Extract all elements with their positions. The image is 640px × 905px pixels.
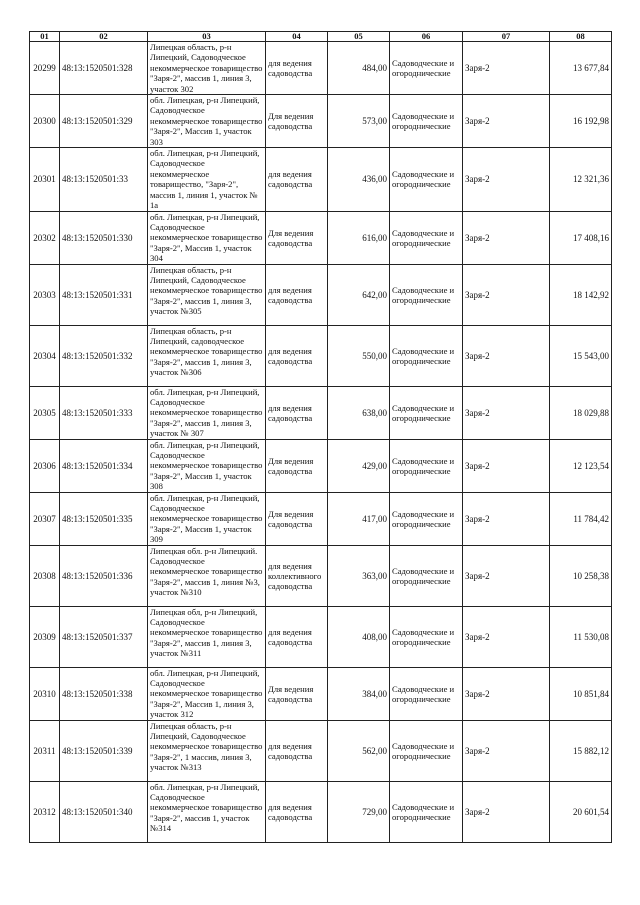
column-header: 02 [60,32,148,42]
partnership-name-cell: Заря-2 [463,492,550,545]
land-use-cell: Для ведения садоводства [266,211,328,264]
record-number: 20306 [30,439,60,492]
category-cell: Садоводческие и огороднические [390,606,463,667]
area-cell: 573,00 [328,95,390,148]
record-number: 20304 [30,325,60,386]
table-row [30,492,612,545]
cadastral-number: 48:13:1520501:330 [60,211,148,264]
partnership-name-cell: Заря-2 [463,42,550,95]
cadastral-value-cell: 15 543,00 [550,325,612,386]
cadastral-value-cell: 12 123,54 [550,439,612,492]
area-cell: 616,00 [328,211,390,264]
land-plots-table [29,31,612,843]
category-cell: Садоводческие и огороднические [390,386,463,439]
table-row [30,42,612,95]
table-row [30,95,612,148]
address-cell: обл. Липецкая, р-н Липецкий, Садоводческое некоммерческое товарищество "Заря-2", массив 1, линия 3, участок № 307 [148,386,266,439]
table-body [30,42,612,843]
cadastral-number: 48:13:1520501:334 [60,439,148,492]
table-row [30,545,612,606]
land-use-cell: для ведения садоводства [266,264,328,325]
area-cell: 417,00 [328,492,390,545]
address-cell: обл. Липецкая, р-н Липецкий, Садоводческое некоммерческое товарищество "Заря-2", массив 1, участок №314 [148,781,266,842]
partnership-name-cell: Заря-2 [463,781,550,842]
cadastral-value-cell: 11 784,42 [550,492,612,545]
document-page [29,31,611,843]
area-cell: 642,00 [328,264,390,325]
record-number: 20310 [30,667,60,720]
area-cell: 550,00 [328,325,390,386]
table-row [30,264,612,325]
area-cell: 729,00 [328,781,390,842]
address-cell: Липецкая обл. р-н Липецкий. Садоводческое некоммерческое товарищество "Заря-2", массив 1, линия №3, участок №310 [148,545,266,606]
column-header: 01 [30,32,60,42]
cadastral-value-cell: 16 192,98 [550,95,612,148]
cadastral-value-cell: 13 677,84 [550,42,612,95]
table-header-row [30,32,612,42]
table-row [30,781,612,842]
table-row [30,325,612,386]
partnership-name-cell: Заря-2 [463,545,550,606]
category-cell: Садоводческие и огороднические [390,667,463,720]
record-number: 20311 [30,720,60,781]
cadastral-number: 48:13:1520501:332 [60,325,148,386]
category-cell: Садоводческие и огороднические [390,439,463,492]
column-header: 04 [266,32,328,42]
partnership-name-cell: Заря-2 [463,439,550,492]
land-use-cell: для ведения садоводства [266,325,328,386]
area-cell: 408,00 [328,606,390,667]
land-use-cell: для ведения садоводства [266,781,328,842]
record-number: 20302 [30,211,60,264]
area-cell: 429,00 [328,439,390,492]
area-cell: 384,00 [328,667,390,720]
partnership-name-cell: Заря-2 [463,211,550,264]
area-cell: 363,00 [328,545,390,606]
partnership-name-cell: Заря-2 [463,148,550,211]
record-number: 20301 [30,148,60,211]
column-header: 05 [328,32,390,42]
area-cell: 638,00 [328,386,390,439]
category-cell: Садоводческие и огороднические [390,720,463,781]
cadastral-number: 48:13:1520501:333 [60,386,148,439]
record-number: 20300 [30,95,60,148]
table-row [30,211,612,264]
cadastral-value-cell: 17 408,16 [550,211,612,264]
address-cell: Липецкая обл, р-н Липецкий, Садоводческое некоммерческое товарищество "Заря-2", массив 1, линия 3, участок №311 [148,606,266,667]
area-cell: 436,00 [328,148,390,211]
partnership-name-cell: Заря-2 [463,325,550,386]
category-cell: Садоводческие и огороднические [390,264,463,325]
cadastral-value-cell: 20 601,54 [550,781,612,842]
column-header: 03 [148,32,266,42]
land-use-cell: Для ведения садоводства [266,95,328,148]
cadastral-number: 48:13:1520501:335 [60,492,148,545]
record-number: 20299 [30,42,60,95]
cadastral-number: 48:13:1520501:329 [60,95,148,148]
column-header: 06 [390,32,463,42]
partnership-name-cell: Заря-2 [463,667,550,720]
cadastral-number: 48:13:1520501:33 [60,148,148,211]
land-use-cell: для ведения садоводства [266,606,328,667]
address-cell: Липецкая область, р-н Липецкий, Садоводческое некоммерческое товарищество "Заря-2", массив 1, линия 3, участок №305 [148,264,266,325]
land-use-cell: Для ведения садоводства [266,667,328,720]
category-cell: Садоводческие и огороднические [390,148,463,211]
cadastral-value-cell: 18 142,92 [550,264,612,325]
address-cell: обл. Липецкая, р-н Липецкий, Садоводческое некоммерческое товарищество "Заря-2", Массив 1, участок 303 [148,95,266,148]
column-header: 08 [550,32,612,42]
land-use-cell: для ведения садоводства [266,386,328,439]
cadastral-value-cell: 15 882,12 [550,720,612,781]
record-number: 20309 [30,606,60,667]
land-use-cell: для ведения садоводства [266,42,328,95]
partnership-name-cell: Заря-2 [463,606,550,667]
category-cell: Садоводческие и огороднические [390,325,463,386]
address-cell: обл. Липецкая, р-н Липецкий, Садоводческое некоммерческое товарищество "Заря-2", Массив 1, линия 3, участок 312 [148,667,266,720]
category-cell: Садоводческие и огороднические [390,781,463,842]
cadastral-number: 48:13:1520501:337 [60,606,148,667]
partnership-name-cell: Заря-2 [463,264,550,325]
cadastral-number: 48:13:1520501:336 [60,545,148,606]
partnership-name-cell: Заря-2 [463,720,550,781]
cadastral-number: 48:13:1520501:328 [60,42,148,95]
address-cell: Липецкая область, р-н Липецкий, садоводческое некоммерческое товарищество "Заря-2", массив 1, линия 3, участок №306 [148,325,266,386]
table-row [30,148,612,211]
address-cell: обл. Липецкая, р-н Липецкий, Садоводческое некоммерческое товарищество "Заря-2", Массив 1, участок 304 [148,211,266,264]
cadastral-value-cell: 12 321,36 [550,148,612,211]
cadastral-number: 48:13:1520501:338 [60,667,148,720]
table-row [30,386,612,439]
area-cell: 562,00 [328,720,390,781]
record-number: 20307 [30,492,60,545]
table-row [30,439,612,492]
table-row [30,606,612,667]
record-number: 20308 [30,545,60,606]
land-use-cell: для ведения коллективного садоводства [266,545,328,606]
cadastral-value-cell: 10 258,38 [550,545,612,606]
land-use-cell: Для ведения садоводства [266,439,328,492]
category-cell: Садоводческие и огороднические [390,492,463,545]
cadastral-number: 48:13:1520501:339 [60,720,148,781]
table-row [30,720,612,781]
address-cell: обл. Липецкая, р-н Липецкий, Садоводческое некоммерческое товарищество, "Заря-2", массив 1, линия 1, участок № 1а [148,148,266,211]
category-cell: Садоводческие и огороднические [390,42,463,95]
record-number: 20312 [30,781,60,842]
category-cell: Садоводческие и огороднические [390,95,463,148]
land-use-cell: для ведения садоводства [266,720,328,781]
area-cell: 484,00 [328,42,390,95]
cadastral-number: 48:13:1520501:331 [60,264,148,325]
table-row [30,667,612,720]
partnership-name-cell: Заря-2 [463,386,550,439]
cadastral-value-cell: 11 530,08 [550,606,612,667]
land-use-cell: Для ведения садоводства [266,492,328,545]
address-cell: обл. Липецкая, р-н Липецкий, Садоводческое некоммерческое товарищество "Заря-2", Массив 1, участок 308 [148,439,266,492]
cadastral-value-cell: 10 851,84 [550,667,612,720]
partnership-name-cell: Заря-2 [463,95,550,148]
address-cell: обл. Липецкая, р-н Липецкий, Садоводческое некоммерческое товарищество "Заря-2", Массив 1, участок 309 [148,492,266,545]
address-cell: Липецкая область, р-н Липецкий, Садоводческое некоммерческое товарищество "Заря-2", 1 массив, линия 3, участок №313 [148,720,266,781]
cadastral-number: 48:13:1520501:340 [60,781,148,842]
record-number: 20303 [30,264,60,325]
address-cell: Липецкая область, р-н Липецкий, Садоводческое некоммерческое товарищество "Заря-2", массив 1, линия 3, участок 302 [148,42,266,95]
land-use-cell: для ведения садоводства [266,148,328,211]
cadastral-value-cell: 18 029,88 [550,386,612,439]
category-cell: Садоводческие и огороднические [390,211,463,264]
record-number: 20305 [30,386,60,439]
category-cell: Садоводческие и огороднические [390,545,463,606]
column-header: 07 [463,32,550,42]
